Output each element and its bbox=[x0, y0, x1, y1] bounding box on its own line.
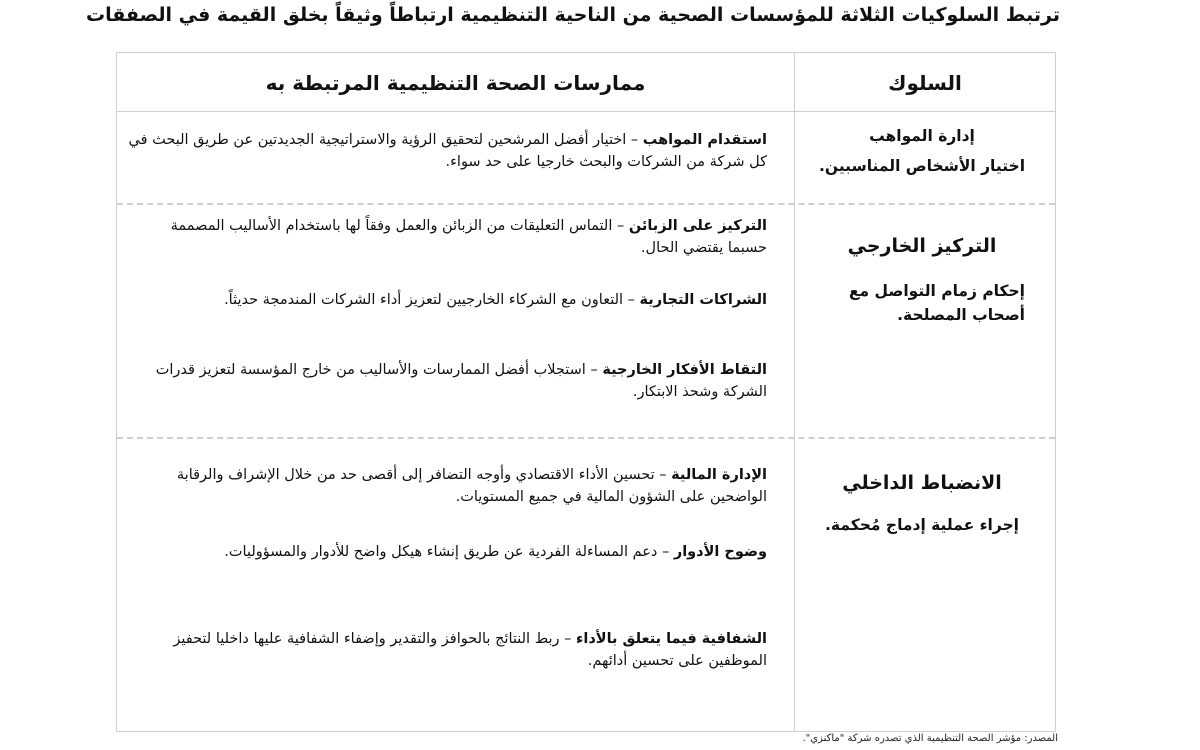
behavior-external-focus bbox=[797, 231, 1047, 327]
practice-text: – التعاون مع الشركاء الخارجيين لتعزيز أداء الشركات المندمجة حديثاً. bbox=[224, 292, 640, 308]
behavior-title: الانضباط الداخلي bbox=[842, 472, 1002, 494]
practice-text: – استجلاب أفضل الممارسات والأساليب من خارج المؤسسة لتعزيز قدرات الشركة وشحذ الابتكار. bbox=[155, 362, 767, 400]
practice-text: – دعم المساءلة الفردية عن طريق إنشاء هيكل واضح للأدوار والمسؤوليات. bbox=[224, 544, 674, 560]
behavior-description: اختيار الأشخاص المناسبين. bbox=[818, 157, 1026, 175]
header-behavior: السلوك bbox=[888, 71, 962, 95]
behavior-description: إجراء عملية إدماج مُحكمة. bbox=[825, 516, 1019, 534]
behaviors-table bbox=[116, 52, 1056, 732]
header-practices: ممارسات الصحة التنظيمية المرتبطة به bbox=[265, 71, 646, 95]
practice-item bbox=[127, 215, 767, 259]
practice-text: – ربط النتائج بالحوافز والتقدير وإضفاء الشفافية عليها داخليا لتحفيز الموظفين على تحسين أدائهم. bbox=[173, 631, 767, 669]
practice-name: الشراكات التجارية bbox=[639, 292, 767, 308]
behavior-title: التركيز الخارجي bbox=[847, 235, 997, 257]
practice-name: استقدام المواهب bbox=[642, 132, 767, 148]
practice-text: – تحسين الأداء الاقتصادي وأوجه التضافر إلى أقصى حد من خلال الإشراف والرقابة الواضحين على الشؤون المالية في جميع المستويات. bbox=[176, 467, 767, 505]
practice-name: التقاط الأفكار الخارجية bbox=[602, 362, 767, 378]
column-divider bbox=[794, 53, 795, 731]
behavior-internal-discipline bbox=[797, 468, 1047, 540]
practice-name: وضوح الأدوار bbox=[673, 544, 767, 560]
behavior-description: إحكام زمام التواصل مع أصحاب المصلحة. bbox=[848, 282, 1025, 324]
row-divider bbox=[117, 437, 1055, 439]
behavior-title: إدارة المواهب bbox=[869, 127, 975, 145]
practice-name: الإدارة المالية bbox=[671, 467, 767, 483]
practice-name: الشفافية فيما يتعلق بالأداء bbox=[575, 631, 767, 647]
practice-item bbox=[127, 129, 767, 173]
practice-text: – اختيار أفضل المرشحين لتحقيق الرؤية والاستراتيجية الجديدتين عن طريق البحث في كل شركة من الشركات والبحث خارجيا على حد سواء. bbox=[128, 132, 767, 170]
source-note: المصدر: مؤشر الصحة التنظيمية الذي تصدره شركة "ماكنزي". bbox=[802, 733, 1058, 744]
practice-item bbox=[127, 628, 767, 672]
practice-name: التركيز على الزبائن bbox=[628, 218, 767, 234]
behavior-talent bbox=[797, 121, 1047, 181]
practice-item bbox=[127, 464, 767, 508]
header-divider bbox=[117, 111, 1055, 112]
practice-item bbox=[127, 289, 767, 311]
practice-item bbox=[127, 359, 767, 403]
page-title: ترتبط السلوكيات الثلاثة للمؤسسات الصحية من الناحية التنظيمية ارتباطاً وثيقاً بخلق القيمة في الصفقات bbox=[86, 4, 1060, 26]
row-divider bbox=[117, 203, 1055, 205]
practice-item bbox=[127, 541, 767, 563]
practice-text: – التماس التعليقات من الزبائن والعمل وفقاً لها باستخدام الأساليب المصممة حسبما يقتضي الحال. bbox=[170, 218, 767, 256]
